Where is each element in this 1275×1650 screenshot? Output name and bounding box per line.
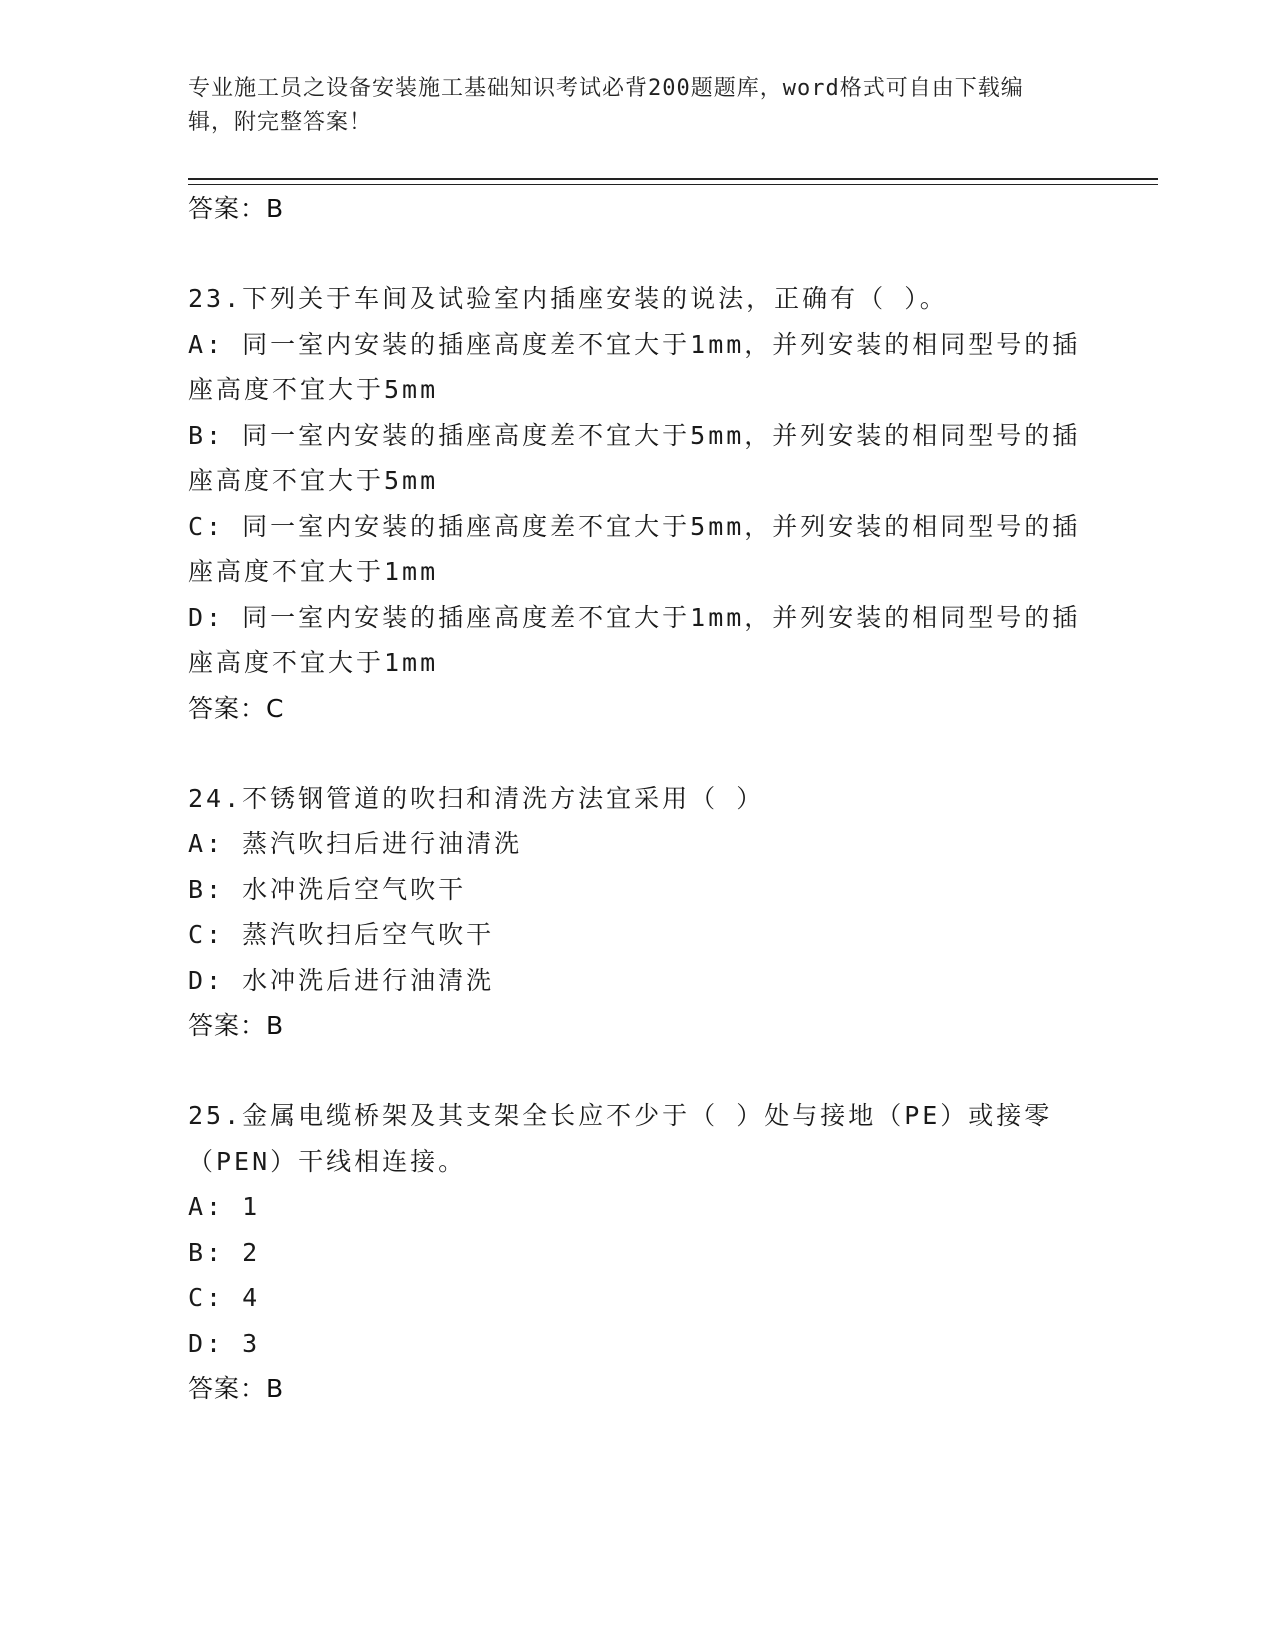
- option-c: C: 同一室内安装的插座高度差不宜大于5mm，并列安装的相同型号的插座高度不宜大于1mm: [188, 511, 1081, 586]
- option-a: A: 同一室内安装的插座高度差不宜大于1mm，并列安装的相同型号的插座高度不宜大于5mm: [188, 329, 1081, 404]
- question-block-24: [188, 776, 1088, 1049]
- question-block-23: [188, 276, 1088, 731]
- option-a: A: 1: [188, 1192, 261, 1221]
- document-body: [188, 186, 1088, 1411]
- option-c: C: 4: [188, 1283, 261, 1312]
- option-d: D: 同一室内安装的插座高度差不宜大于1mm，并列安装的相同型号的插座高度不宜大于1mm: [188, 602, 1081, 677]
- question-title: 25.金属电缆桥架及其支架全长应不少于（ ）处与接地（PE）或接零（PEN）干线相连接。: [188, 1101, 1053, 1176]
- option-a: A: 蒸汽吹扫后进行油清洗: [188, 829, 523, 858]
- option-c: C: 蒸汽吹扫后空气吹干: [188, 920, 495, 949]
- page-header-text: 专业施工员之设备安装施工基础知识考试必背200题题库，word格式可自由下载编辑，附完整答案！: [188, 76, 1024, 135]
- option-b: B: 同一室内安装的插座高度差不宜大于5mm，并列安装的相同型号的插座高度不宜大于5mm: [188, 420, 1081, 495]
- option-b: B: 水冲洗后空气吹干: [188, 874, 467, 904]
- option-b: B: 2: [188, 1237, 261, 1267]
- answer-line: 答案：B: [188, 1011, 285, 1040]
- answer-line: 答案：B: [188, 194, 285, 223]
- question-title: 23.下列关于车间及试验室内插座安装的说法，正确有（ ）。: [188, 284, 948, 313]
- option-d: D: 3: [188, 1328, 261, 1358]
- option-d: D: 水冲洗后进行油清洗: [188, 965, 495, 995]
- answer-line: 答案：C: [188, 693, 285, 723]
- question-block-25: [188, 1093, 1088, 1411]
- header-divider: [188, 178, 1158, 185]
- question-title: 24.不锈钢管道的吹扫和清洗方法宜采用（ ）: [188, 783, 765, 813]
- answer-line: 答案：B: [188, 1374, 285, 1403]
